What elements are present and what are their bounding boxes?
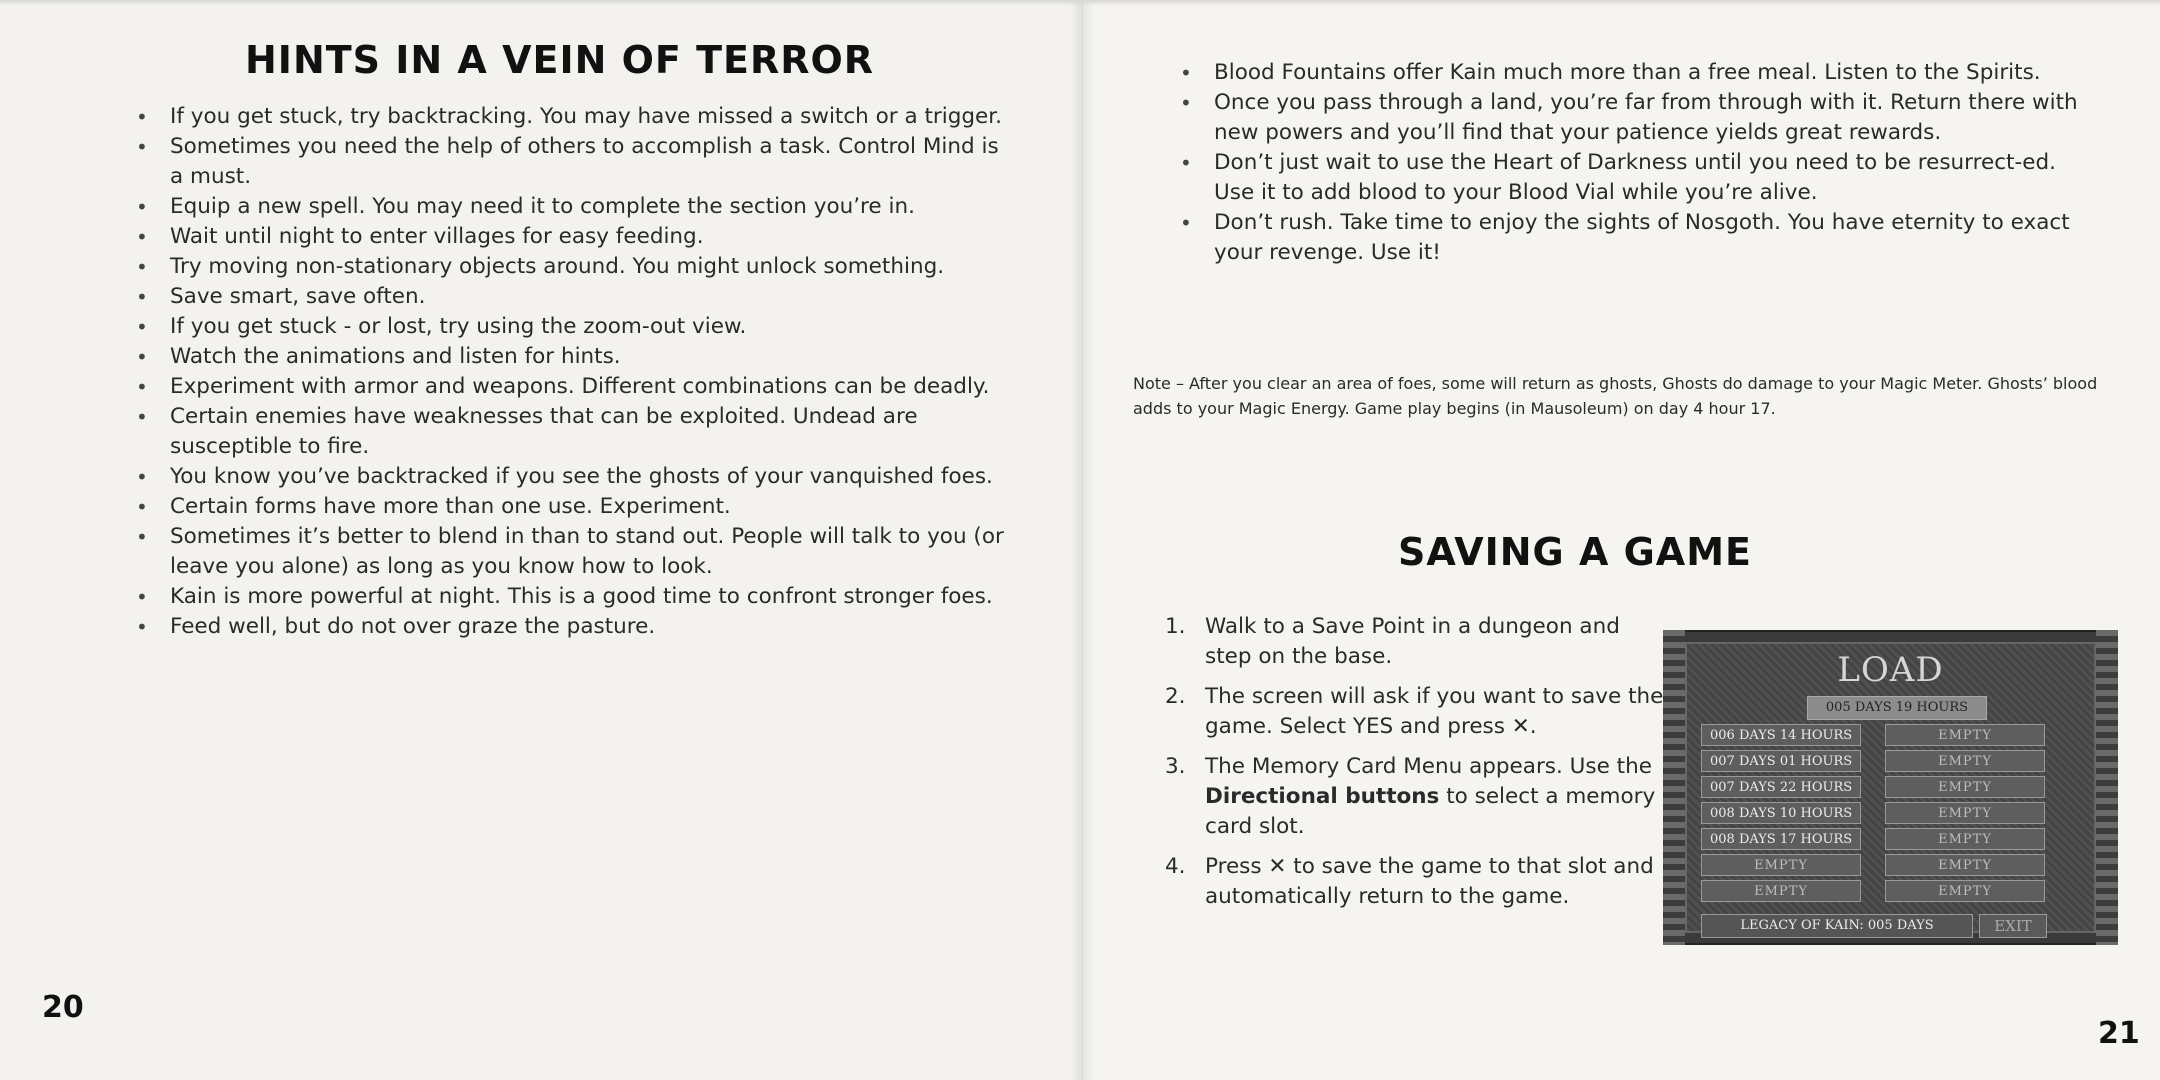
page-top-edge xyxy=(0,0,2160,6)
list-item: • Sometimes it’s better to blend in than to stand out. People will talk to you (or leave you alone) as long as you know how to look. xyxy=(136,522,1016,582)
list-item: • Sometimes you need the help of others to accomplish a task. Control Mind is a must. xyxy=(136,132,1016,192)
save-slot: 007 DAYS 22 HOURS xyxy=(1701,776,1861,798)
pillar-decoration xyxy=(1663,630,1685,945)
load-title: LOAD xyxy=(1837,650,1944,690)
right-hints-list xyxy=(1180,58,2080,268)
list-item xyxy=(1165,612,1665,672)
list-item: • Don’t rush. Take time to enjoy the sights of Nosgoth. You have eternity to exact your revenge. Use it! xyxy=(1180,208,2080,268)
saving-heading: SAVING A GAME xyxy=(1398,530,1752,574)
list-item: • Experiment with armor and weapons. Different combinations can be deadly. xyxy=(136,372,1016,402)
page-number-left: 20 xyxy=(42,990,84,1025)
save-slot: EMPTY xyxy=(1885,776,2045,798)
list-item: • Save smart, save often. xyxy=(136,282,1016,312)
step-number: 1. xyxy=(1165,614,1186,639)
current-save-label: 005 DAYS 19 HOURS xyxy=(1807,696,1987,720)
load-exit-label: EXIT xyxy=(1979,914,2047,938)
step-text: Walk to a Save Point in a dungeon and step on the base. xyxy=(1205,614,1620,669)
list-item: • Equip a new spell. You may need it to complete the section you’re in. xyxy=(136,192,1016,222)
list-item: • Certain enemies have weaknesses that can be exploited. Undead are susceptible to fire. xyxy=(136,402,1016,462)
step-number: 3. xyxy=(1165,754,1186,779)
list-item: • Once you pass through a land, you’re far from through with it. Return there with new powers and you’ll find that your patience yields great rewards. xyxy=(1180,88,2080,148)
list-item: • Kain is more powerful at night. This is a good time to confront stronger foes. xyxy=(136,582,1016,612)
book-gutter xyxy=(1070,0,1094,1080)
list-item: • If you get stuck, try backtracking. You may have missed a switch or a trigger. xyxy=(136,102,1016,132)
step-text: Press ✕ to save the game to that slot and automatically return to the game. xyxy=(1205,854,1654,909)
list-item: • If you get stuck - or lost, try using the zoom-out view. xyxy=(136,312,1016,342)
list-item xyxy=(1165,852,1665,912)
list-item: • Feed well, but do not over graze the pasture. xyxy=(136,612,1016,642)
save-slot: 007 DAYS 01 HOURS xyxy=(1701,750,1861,772)
save-slot: EMPTY xyxy=(1701,880,1861,902)
list-item: • Certain forms have more than one use. Experiment. xyxy=(136,492,1016,522)
save-slot: EMPTY xyxy=(1701,854,1861,876)
save-slot: EMPTY xyxy=(1885,802,2045,824)
step-text: The screen will ask if you want to save the game. Select YES and press ✕. xyxy=(1205,684,1664,739)
save-slot: EMPTY xyxy=(1885,854,2045,876)
step-number: 4. xyxy=(1165,854,1186,879)
load-screen-screenshot xyxy=(1663,630,2118,945)
step-bold-text: Directional buttons xyxy=(1205,784,1440,809)
list-item: • You know you’ve backtracked if you see the ghosts of your vanquished foes. xyxy=(136,462,1016,492)
list-item: • Blood Fountains offer Kain much more than a free meal. Listen to the Spirits. xyxy=(1180,58,2080,88)
save-steps-list xyxy=(1165,612,1665,922)
list-item: • Wait until night to enter villages for easy feeding. xyxy=(136,222,1016,252)
save-slot: EMPTY xyxy=(1885,880,2045,902)
save-slot: 006 DAYS 14 HOURS xyxy=(1701,724,1861,746)
list-item xyxy=(1165,682,1665,742)
pillar-decoration xyxy=(2096,630,2118,945)
load-footer-label: LEGACY OF KAIN: 005 DAYS xyxy=(1701,914,1973,938)
save-slot: EMPTY xyxy=(1885,750,2045,772)
save-slot: 008 DAYS 10 HOURS xyxy=(1701,802,1861,824)
list-item: • Don’t just wait to use the Heart of Darkness until you need to be resurrect-ed. Use it to add blood to your Blood Vial while you’re alive. xyxy=(1180,148,2080,208)
step-text-after: to select a memory card slot. xyxy=(1205,784,1656,839)
hints-list xyxy=(136,102,1016,642)
save-slot: EMPTY xyxy=(1885,828,2045,850)
hints-heading: HINTS IN A VEIN OF TERROR xyxy=(245,38,875,82)
list-item xyxy=(1165,752,1665,842)
page-number-right: 21 xyxy=(2098,1016,2140,1051)
ghost-note: Note – After you clear an area of foes, some will return as ghosts, Ghosts do damage to your Magic Meter. Ghosts’ blood adds to your Magic Energy. Game play begins (in Mausoleum) on day 4 hour 17. xyxy=(1133,374,2098,418)
list-item: • Try moving non-stationary objects around. You might unlock something. xyxy=(136,252,1016,282)
load-frame xyxy=(1685,642,2096,933)
step-number: 2. xyxy=(1165,684,1186,709)
list-item: • Watch the animations and listen for hints. xyxy=(136,342,1016,372)
save-slot: 008 DAYS 17 HOURS xyxy=(1701,828,1861,850)
save-slot: EMPTY xyxy=(1885,724,2045,746)
step-text: The Memory Card Menu appears. Use the xyxy=(1205,754,1652,779)
